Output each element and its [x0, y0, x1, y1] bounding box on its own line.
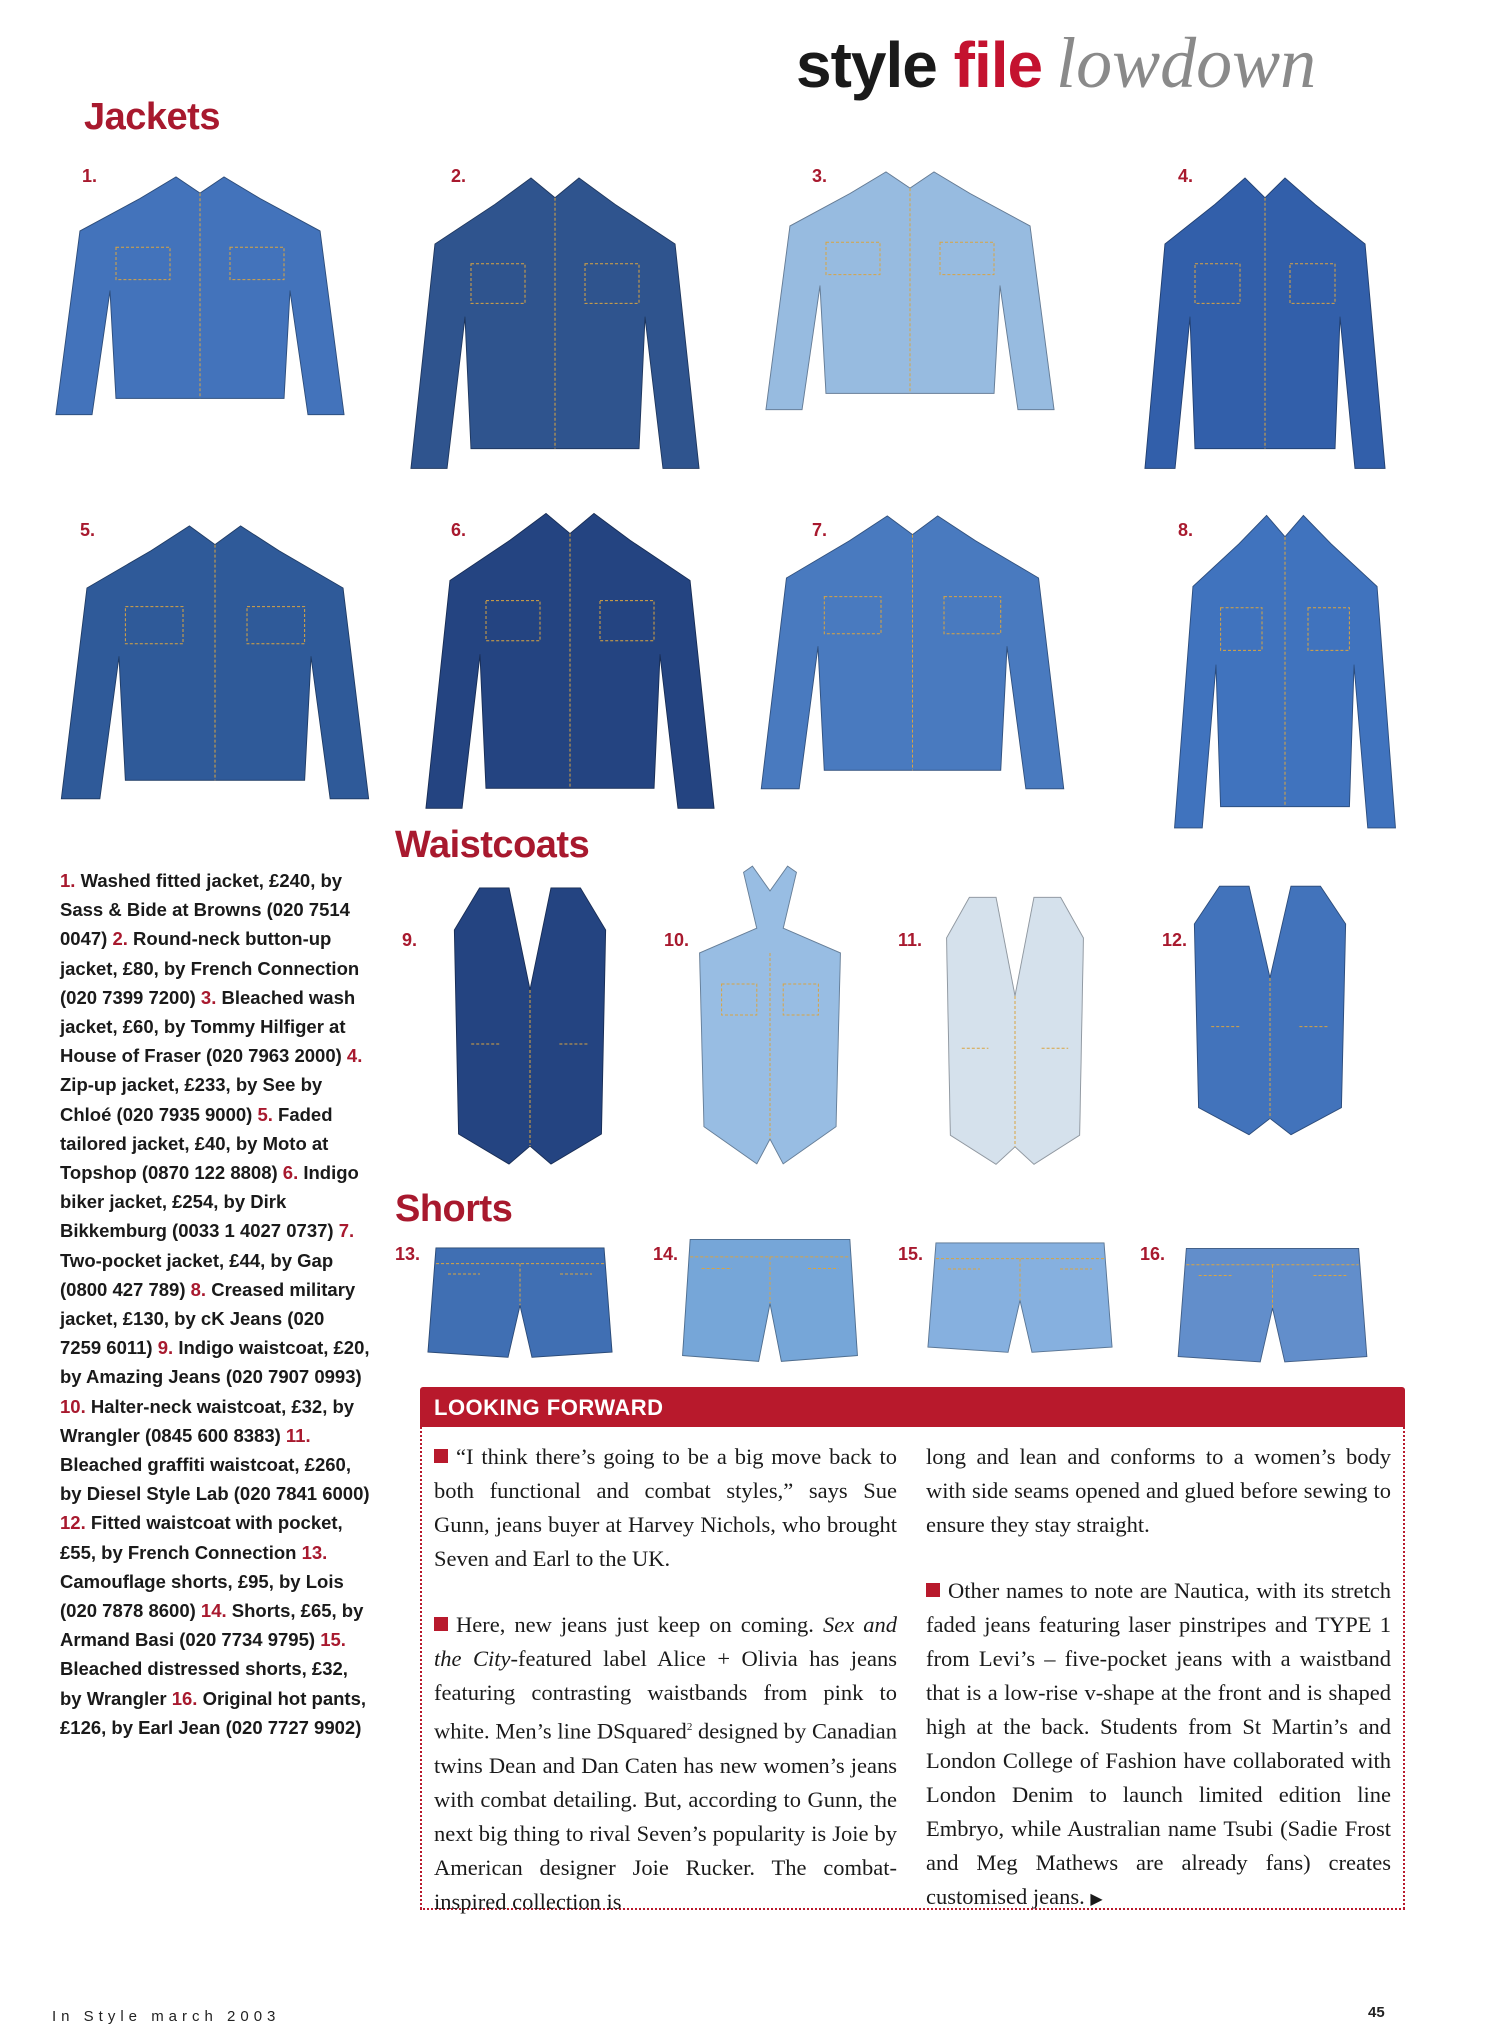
- caption-text: Two-pocket jacket, £44, by Gap (0800 427 789): [60, 1249, 334, 1300]
- item-number: 13.: [395, 1244, 421, 1264]
- caption-text: Bleached distressed shorts, £32, by Wrangler: [60, 1658, 348, 1709]
- caption-text: Indigo biker jacket, £254, by Dirk Bikkemburg (0033 1 4027 0737): [60, 1162, 359, 1242]
- jacket-illustration: [420, 480, 720, 815]
- box-column-2: [926, 1440, 1391, 1949]
- caption-number: 5.: [257, 1103, 279, 1125]
- caption-number: 2.: [112, 928, 134, 950]
- caption-text: Bleached wash jacket, £60, by Tommy Hilfiger at House of Fraser (020 7963 2000): [60, 986, 356, 1067]
- caption-text: Shorts, £65, by Armand Basi (020 7734 9795): [60, 1600, 364, 1651]
- header-lowdown: lowdown: [1056, 23, 1317, 103]
- item-number: 2.: [451, 166, 467, 186]
- caption-text: Washed fitted jacket, £240, by Sass & Bide at Browns (020 7514 0047): [60, 870, 350, 950]
- caption-text: Round-neck button-up jacket, £80, by French Connection (020 7399 7200): [60, 928, 360, 1008]
- item-number: 14.: [653, 1244, 679, 1264]
- section-title-shorts: Shorts: [395, 1188, 513, 1230]
- item-number: 9.: [402, 930, 418, 950]
- item-number: 16.: [1140, 1244, 1166, 1264]
- page-number: 45: [1368, 2004, 1385, 2021]
- waistcoat-illustration: [1165, 870, 1375, 1140]
- section-title-waistcoats: Waistcoats: [395, 824, 590, 866]
- item-number: 4.: [1178, 166, 1194, 186]
- item-number: 3.: [812, 166, 828, 186]
- caption-number: 14.: [200, 1600, 232, 1622]
- caption-number: 1.: [60, 870, 81, 891]
- box-border-left: [420, 1427, 422, 1909]
- jacket-illustration: [55, 495, 375, 805]
- item-number: 10.: [664, 930, 690, 950]
- section-title-jackets: Jackets: [84, 96, 220, 138]
- jacket-illustration: [1170, 480, 1400, 835]
- caption-text: Indigo waistcoat, £20, by Amazing Jeans (020 7907 0993): [60, 1337, 370, 1388]
- caption-number: 9.: [157, 1337, 179, 1359]
- waistcoat-illustration: [425, 870, 635, 1170]
- caption-text: Halter-neck waistcoat, £32, by Wrangler (0845 600 8383): [60, 1395, 355, 1446]
- caption-text: Original hot pants, £126, by Earl Jean (020 7727 9902): [60, 1687, 366, 1738]
- item-number: 7.: [812, 520, 828, 540]
- item-number: 8.: [1178, 520, 1194, 540]
- caption-text: Camouflage shorts, £95, by Lois (020 7878 8600): [60, 1570, 344, 1622]
- caption-number: 8.: [190, 1278, 212, 1300]
- caption-number: 6.: [282, 1162, 304, 1184]
- item-number: 15.: [898, 1244, 924, 1264]
- item-number: 1.: [82, 166, 98, 186]
- halter-illustration: [660, 860, 880, 1170]
- waistcoat-illustration: [920, 880, 1110, 1170]
- shorts-illustration: [420, 1235, 620, 1365]
- caption-number: 12.: [60, 1512, 91, 1534]
- caption-text: Faded tailored jacket, £40, by Moto at Topshop (0870 122 8808): [60, 1103, 333, 1184]
- caption-number: 7.: [338, 1220, 355, 1242]
- item-number: 11.: [898, 930, 923, 950]
- caption-text: Creased military jacket, £130, by cK Jeans (020 7259 6011): [60, 1278, 356, 1359]
- caption-number: 16.: [171, 1687, 203, 1709]
- bullet-square-icon: [434, 1449, 448, 1463]
- looking-forward-title: LOOKING FORWARD: [434, 1395, 664, 1420]
- caption-text: Bleached graffiti waistcoat, £260, by Diesel Style Lab (020 7841 6000): [60, 1454, 370, 1505]
- item-number: 12.: [1162, 930, 1188, 950]
- box-column-1: [434, 1440, 897, 1951]
- jacket-illustration: [755, 485, 1070, 795]
- item-number: 6.: [451, 520, 467, 540]
- jacket-illustration: [1140, 145, 1390, 475]
- footer-magazine: In Style march 2003: [52, 2008, 281, 2025]
- box-col1-para2: Here, new jeans just keep on coming. Sex and the City-featured label Alice + Olivia has jeans featuring contrasting waistbands from pink to white. Men’s line DSquared$^2$ designed by Canadian twins Dean and Dan Caten has new women’s jeans with combat detailing. But, according to Gunn, the next big thing to rival Seven’s popularity is Joie by American designer Joie Rucker. The combat-inspired collection is: [434, 1612, 897, 1914]
- item-number: 5.: [80, 520, 96, 540]
- caption-text: Fitted waistcoat with pocket, £55, by French Connection: [60, 1512, 343, 1563]
- shorts-illustration: [675, 1225, 865, 1370]
- jacket-illustration: [405, 145, 705, 475]
- looking-forward-header: [420, 1387, 1405, 1427]
- caption-number: 10.: [60, 1395, 91, 1417]
- caption-number: 4.: [346, 1045, 363, 1067]
- continue-arrow-icon: ▶: [1090, 1891, 1103, 1908]
- caption-column: [60, 866, 370, 1742]
- bullet-square-icon: [434, 1617, 448, 1631]
- page-header: [796, 22, 1316, 102]
- bullet-square-icon: [926, 1583, 940, 1597]
- caption-text: Zip-up jacket, £233, by See by Chloé (020 7935 9000): [60, 1074, 323, 1125]
- header-style-file: style file: [796, 29, 1043, 101]
- jacket-illustration: [50, 150, 350, 420]
- shorts-illustration: [920, 1230, 1120, 1360]
- caption-number: 3.: [200, 986, 222, 1008]
- caption-number: 13.: [301, 1541, 328, 1563]
- waistcoat-highlight: [947, 897, 1084, 1164]
- box-col2-para2: Other names to note are Nautica, with its stretch faded jeans featuring laser pinstripes and TYPE 1 from Levi’s – five-pocket jeans with a waistband that is a low-rise v-shape at the front and is shaped high at the back. Students from St Martin’s and London College of Fashion have collaborated with London Denim to launch limited edition line Embryo, while Australian name Tsubi (Sadie Frost and Meg Mathews are already fans) creates customised jeans. ▶: [926, 1578, 1391, 1909]
- shorts-illustration: [1170, 1235, 1375, 1370]
- caption-number: 15.: [320, 1629, 346, 1651]
- box-col2-para1: long and lean and conforms to a women’s body with side seams opened and glued before sewing to ensure they stay straight.: [926, 1444, 1391, 1537]
- box-col1-para1: “I think there’s going to be a big move back to both functional and combat styles,” says Sue Gunn, jeans buyer at Harvey Nichols, who brought Seven and Earl to the UK.: [434, 1444, 897, 1571]
- caption-number: 11.: [285, 1424, 311, 1446]
- jacket-illustration: [760, 145, 1060, 415]
- box-border-right: [1403, 1427, 1405, 1909]
